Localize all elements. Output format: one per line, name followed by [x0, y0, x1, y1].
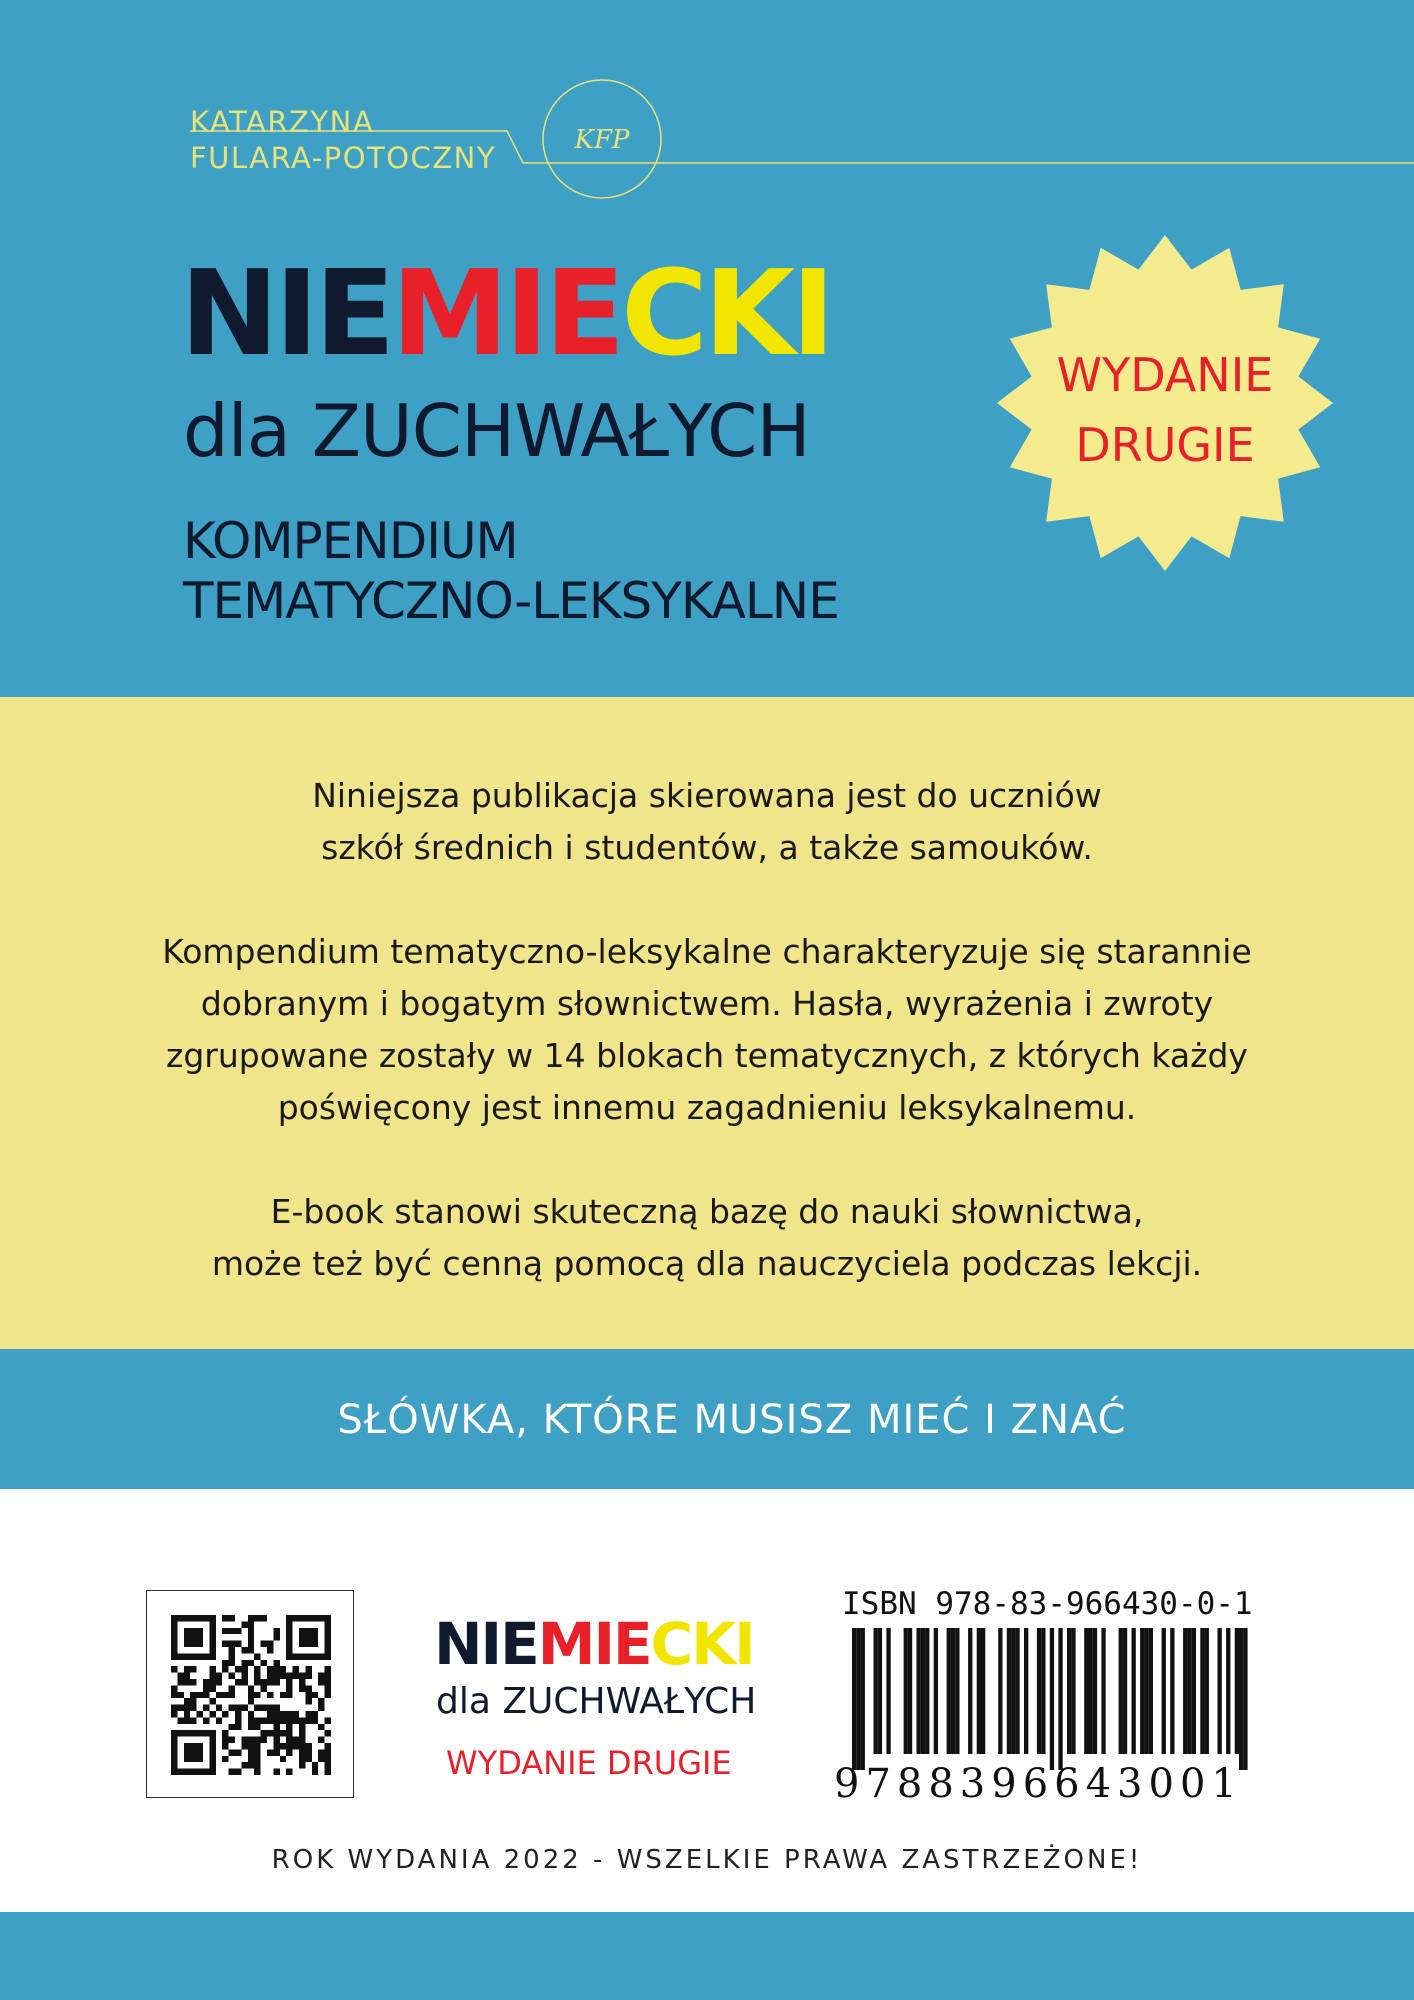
qr-code[interactable] [146, 1590, 354, 1798]
compendium-label [183, 511, 839, 631]
book-title [180, 244, 832, 382]
description-line: Niniejsza publikacja skierowana jest do uczniów [312, 776, 1102, 815]
mini-logo-edition: WYDANIE DRUGIE [446, 1744, 732, 1782]
mini-logo-subtitle: dla ZUCHWAŁYCH [436, 1681, 757, 1722]
copyright-notice: ROK WYDANIA 2022 - WSZELKIE PRAWA ZASTRZEŻONE! [271, 1845, 1143, 1875]
description-line: może też być cenną pomocą dla nauczyciela podczas lekcji. [211, 1244, 1203, 1283]
title-part-cki: CKI [621, 244, 832, 382]
mini-title-part-mie: MIE [537, 1610, 651, 1678]
description-paragraph-2 [140, 926, 1274, 1134]
description-line: szkół średnich i studentów, a także samouków. [321, 828, 1093, 867]
description-line: zgrupowane zostały w 14 blokach tematycznych, z których każdy [166, 1036, 1248, 1075]
description-line: Kompendium tematyczno-leksykalne charakteryzuje się starannie [162, 932, 1252, 971]
description-paragraph-3 [140, 1186, 1274, 1290]
badge-line-2: DRUGIE [1075, 418, 1255, 472]
author-name [190, 104, 496, 176]
author-last-name: FULARA-POTOCZNY [190, 141, 497, 175]
author-first-name: KATARZYNA [190, 105, 375, 139]
barcode-icon [852, 1628, 1260, 1770]
isbn-label: ISBN 978-83-966430-0-1 [842, 1586, 1253, 1622]
title-part-mie: MIE [391, 244, 622, 382]
monogram-text: KFP [574, 125, 630, 155]
edition-badge-text [995, 340, 1335, 480]
qr-code-icon [171, 1615, 331, 1775]
compendium-line-2: TEMATYCZNO-LEKSYKALNE [183, 572, 839, 630]
description-line: E-book stanowi skuteczną bazę do nauki słownictwa, [270, 1192, 1144, 1231]
title-part-nie: NIE [180, 244, 392, 382]
description-paragraph-1 [140, 770, 1274, 874]
description-line: dobranym i bogatym słownictwem. Hasła, wyrażenia i zwroty [200, 984, 1214, 1023]
description-line: poświęcony jest innemu zagadnieniu leksykalnemu. [277, 1088, 1137, 1127]
mini-logo-title [434, 1612, 754, 1676]
slogan-text: SŁÓWKA, KTÓRE MUSISZ MIEĆ I ZNAĆ [337, 1397, 1127, 1443]
mini-title-part-cki: CKI [650, 1610, 754, 1678]
badge-line-1: WYDANIE [1056, 348, 1274, 402]
book-description [140, 770, 1274, 1342]
barcode-digits: 9788396643001 [834, 1761, 1243, 1807]
mini-title-part-nie: NIE [434, 1610, 538, 1678]
bottom-stripe [0, 1912, 1414, 2000]
compendium-line-1: KOMPENDIUM [183, 512, 518, 570]
book-subtitle: dla ZUCHWAŁYCH [183, 389, 810, 473]
